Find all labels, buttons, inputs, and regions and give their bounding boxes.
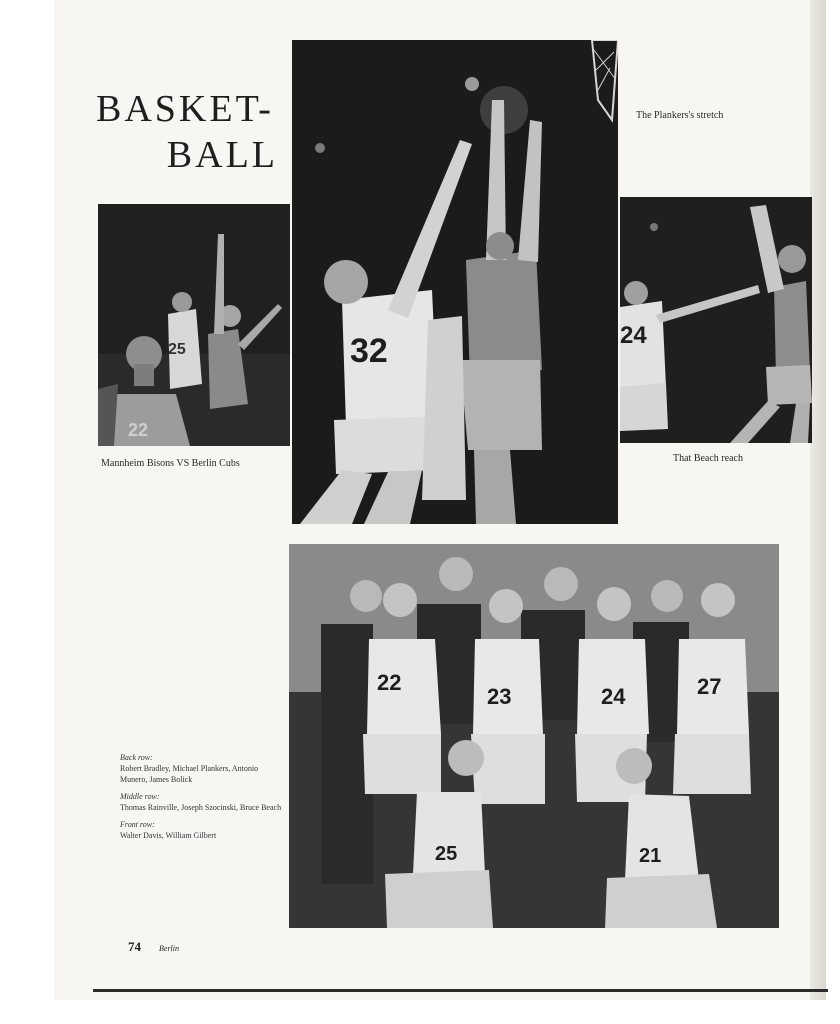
jersey-number: 24 [620,322,647,349]
bottom-rule [93,989,828,992]
roster-middle-label: Middle row: [120,792,160,801]
roster-middle-names: Thomas Rainville, Joseph Szocinski, Bruce Beach [120,803,282,812]
game-photo-center [292,40,618,524]
jersey-number: 22 [377,670,402,695]
caption-right-photo: That Beach reach [673,453,743,464]
jersey-number: 23 [487,684,512,709]
jersey-number: 25 [168,341,186,358]
roster-back-names: Robert Bradley, Michael Plankers, Antonio Munero, James Bolick [120,764,259,784]
title-line-1: BASKET- [96,88,274,130]
jersey-number: 22 [128,420,149,440]
scan-margin [0,0,54,1000]
page-footer [128,938,179,956]
page-number: 74 [128,939,141,954]
page-edge-shadow [810,0,826,1000]
team-roster [120,752,285,847]
jersey-number: 24 [601,684,626,709]
jersey-number: 27 [697,674,722,699]
game-photo-right [620,197,812,443]
page-title [96,86,278,178]
roster-front-label: Front row: [120,820,155,829]
jersey-number: 21 [639,845,662,867]
roster-front-names: Walter Davis, William Gilbert [120,831,217,840]
jersey-number: 25 [435,843,458,865]
caption-left-photo: Mannheim Bisons VS Berlin Cubs [101,458,240,469]
caption-top-right: The Plankers's stretch [636,110,724,121]
roster-back-label: Back row: [120,753,153,762]
title-line-2: BALL [166,134,278,176]
jersey-number: 32 [350,332,388,370]
team-photo [289,544,779,928]
game-photo-left [98,204,290,446]
publication-name: Berlin [159,944,179,953]
